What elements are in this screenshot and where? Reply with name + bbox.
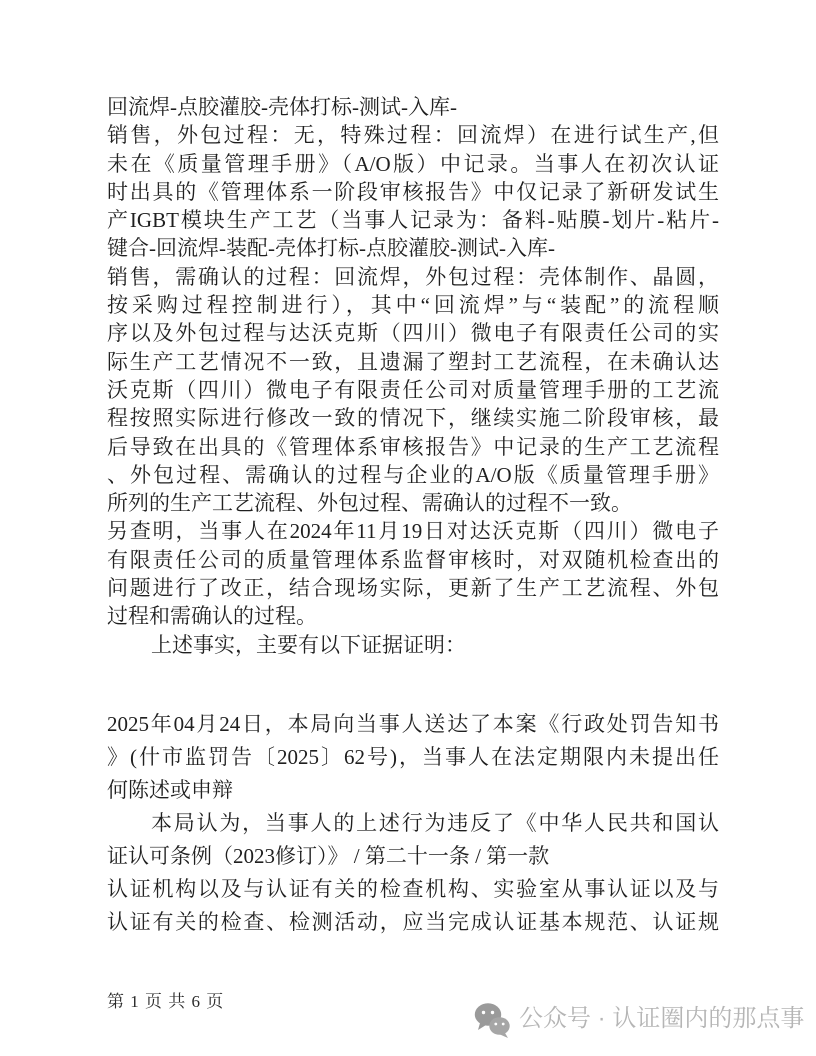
page-number: 第 1 页 共 6 页 <box>107 992 225 1011</box>
text-line: 产IGBT模块生产工艺（当事人记录为：备料-贴膜-划片-粘片- <box>107 208 719 233</box>
text-line: 沃克斯（四川）微电子有限责任公司对质量管理手册的工艺流 <box>107 377 719 402</box>
text-line: 、外包过程、需确认的过程与企业的A/O版《质量管理手册》 <box>107 462 719 487</box>
text-line: 时出具的《管理体系一阶段审核报告》中仅记录了新研发试生 <box>107 179 719 204</box>
text-line: 未在《质量管理手册》（A/O版）中记录。当事人在初次认证 <box>107 151 719 176</box>
text-line: 有限责任公司的质量管理体系监督审核时，对双随机检查出的 <box>107 547 719 572</box>
text-line: 》(什市监罚告〔2025〕62号)，当事人在法定期限内未提出任 <box>107 745 719 769</box>
wechat-icon <box>474 1000 510 1038</box>
text-line: 际生产工艺情况不一致，且遗漏了塑封工艺流程，在未确认达 <box>107 349 719 374</box>
text-line: 认证机构以及与认证有关的检查机构、实验室从事认证以及与 <box>107 877 719 901</box>
text-line: 另查明，当事人在2024年11月19日对达沃克斯（四川）微电子 <box>107 519 719 544</box>
text-line: 何陈述或申辩 <box>107 778 233 802</box>
text-line: 认证有关的检查、检测活动，应当完成认证基本规范、认证规 <box>107 910 719 934</box>
text-line: 上述事实，主要有以下证据证明： <box>151 632 466 657</box>
text-line: 后导致在出具的《管理体系审核报告》中记录的生产工艺流程 <box>107 434 719 459</box>
text-line: 问题进行了改正，结合现场实际，更新了生产工艺流程、外包 <box>107 576 719 601</box>
text-line: 按采购过程控制进行），其中“回流焊”与“装配”的流程顺 <box>107 293 719 318</box>
text-line: 2025年04月24日，本局向当事人送达了本案《行政处罚告知书 <box>107 712 719 736</box>
text-line: 过程和需确认的过程。 <box>107 604 317 629</box>
text-line: 本局认为，当事人的上述行为违反了《中华人民共和国认 <box>151 811 719 835</box>
text-line: 程按照实际进行修改一致的情况下，继续实施二阶段审核，最 <box>107 406 719 431</box>
text-line: 销售，外包过程：无，特殊过程：回流焊）在进行试生产,但 <box>107 123 719 148</box>
body-text-section-1 <box>107 93 719 659</box>
text-line: 所列的生产工艺流程、外包过程、需确认的过程不一致。 <box>107 491 632 516</box>
body-text-section-2 <box>107 708 719 939</box>
text-line: 证认可条例（2023修订）》 / 第二十一条 / 第一款 <box>107 844 550 868</box>
text-line: 回流焊-点胶灌胶-壳体打标-测试-入库- <box>107 95 457 119</box>
watermark-text: 公众号 · 认证圈内的那点事 <box>519 1005 805 1032</box>
text-line: 序以及外包过程与达沃克斯（四川）微电子有限责任公司的实 <box>107 321 719 346</box>
text-line: 键合-回流焊-装配-壳体打标-点胶灌胶-测试-入库- <box>107 236 555 261</box>
watermark <box>474 999 804 1039</box>
text-line: 销售，需确认的过程：回流焊，外包过程：壳体制作、晶圆， <box>107 264 719 289</box>
